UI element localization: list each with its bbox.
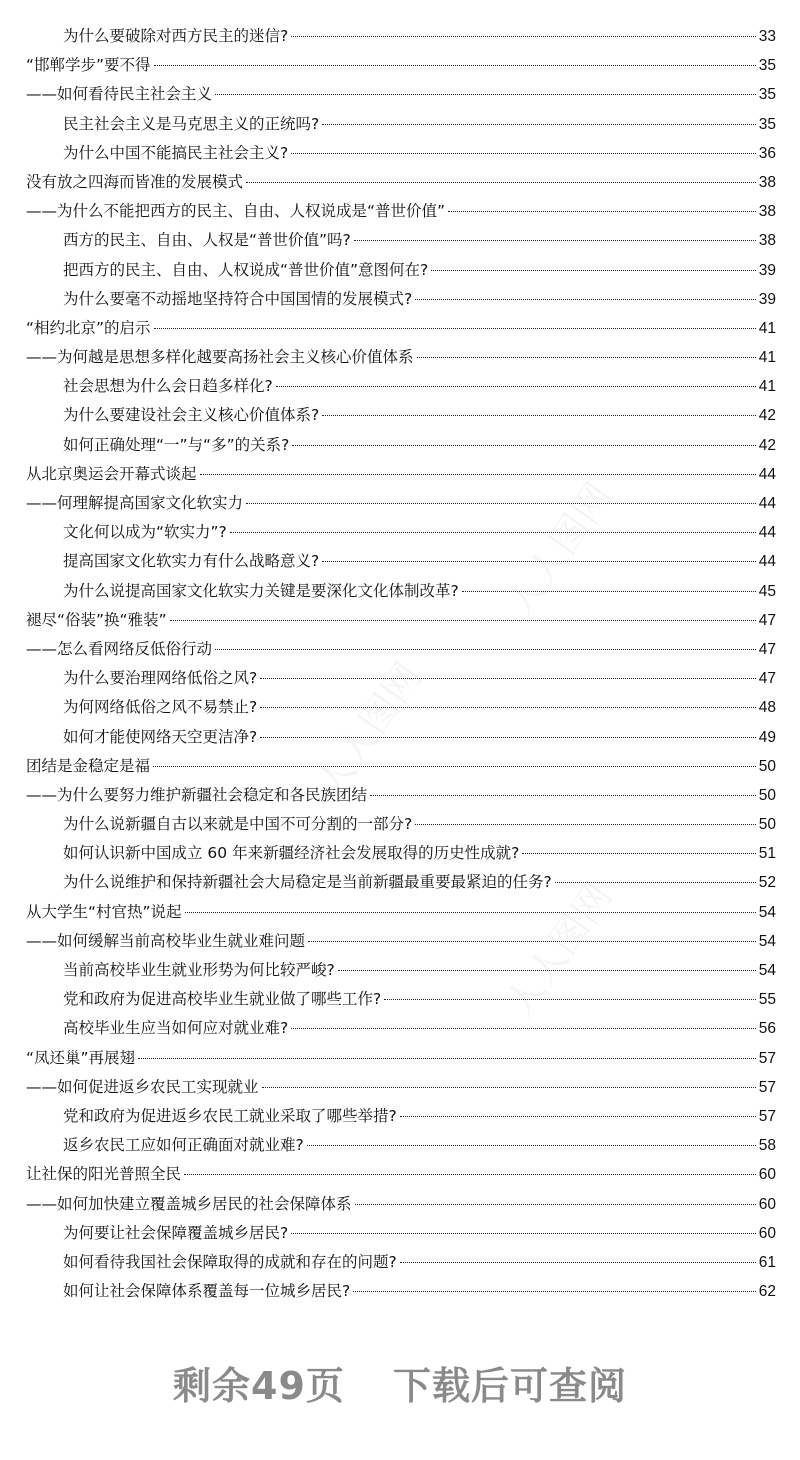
toc-entry-title: “相约北京”的启示	[26, 318, 151, 337]
toc-chapter-entry[interactable]	[26, 606, 776, 635]
toc-page-number: 44	[758, 524, 776, 542]
remaining-pages-label[interactable]: 剩余49页	[173, 1364, 345, 1408]
toc-entry-title: 为什么说维护和保持新疆社会大局稳定是当前新疆最重要最紧迫的任务?	[63, 873, 552, 892]
toc-page-number: 44	[758, 495, 776, 512]
toc-page-number: 58	[758, 1137, 776, 1155]
toc-section-entry[interactable]	[26, 1102, 776, 1131]
toc-page-number: 38	[758, 232, 776, 250]
toc-dot-leader	[322, 415, 756, 416]
toc-page-number: 57	[758, 1107, 776, 1125]
toc-chapter-entry[interactable]	[26, 343, 776, 372]
toc-chapter-entry[interactable]	[26, 197, 776, 226]
toc-section-entry[interactable]	[26, 985, 776, 1014]
toc-dot-leader	[384, 999, 756, 1000]
toc-dot-leader	[292, 445, 755, 446]
toc-entry-title: 如何让社会保障体系覆盖每一位城乡居民?	[63, 1282, 351, 1301]
toc-entry-title: 把西方的民主、自由、人权说成“普世价值”意图何在?	[63, 260, 429, 279]
toc-dot-leader	[307, 1145, 756, 1146]
toc-dot-leader	[154, 328, 756, 329]
toc-entry-title: 为什么要毫不动摇地坚持符合中国国情的发展模式?	[63, 289, 413, 308]
toc-entry-title: 西方的民主、自由、人权是“普世价值”吗?	[63, 231, 351, 250]
toc-dot-leader	[291, 1233, 756, 1234]
toc-section-entry[interactable]	[26, 401, 776, 430]
toc-dot-leader	[276, 386, 756, 387]
toc-section-entry[interactable]	[26, 1131, 776, 1160]
toc-dot-leader	[246, 503, 756, 504]
toc-chapter-entry[interactable]	[26, 80, 776, 109]
toc-chapter-entry[interactable]	[26, 635, 776, 664]
toc-section-entry[interactable]	[26, 139, 776, 168]
toc-page-number: 44	[758, 553, 776, 571]
toc-dot-leader	[355, 1204, 756, 1205]
toc-page-number: 48	[758, 699, 776, 717]
toc-dot-leader	[353, 1291, 756, 1292]
toc-dot-leader	[291, 36, 756, 37]
toc-dot-leader	[522, 853, 755, 854]
toc-section-entry[interactable]	[26, 547, 776, 576]
download-to-view-label[interactable]: 下载后可查阅	[392, 1364, 627, 1408]
toc-entry-title: ——如何促进返乡农民工实现就业	[26, 1077, 259, 1096]
toc-dot-leader	[370, 795, 756, 796]
toc-page-number: 39	[758, 290, 776, 308]
toc-page-number: 50	[758, 816, 776, 834]
toc-entry-title: 褪尽“俗装”换“雅装”	[26, 610, 167, 629]
toc-section-entry[interactable]	[26, 1219, 776, 1248]
toc-entry-title: 党和政府为促进返乡农民工就业采取了哪些举措?	[63, 1106, 397, 1125]
toc-entry-title: 从北京奥运会开幕式谈起	[26, 464, 197, 483]
toc-dot-leader	[400, 1116, 756, 1117]
toc-chapter-entry[interactable]	[26, 460, 776, 489]
toc-entry-title: ——如何缓解当前高校毕业生就业难问题	[26, 931, 306, 950]
toc-section-entry[interactable]	[26, 723, 776, 752]
toc-page-number: 60	[758, 1166, 776, 1184]
download-banner[interactable]	[0, 1355, 800, 1410]
toc-page-number: 44	[758, 465, 776, 483]
toc-section-entry[interactable]	[26, 256, 776, 285]
toc-chapter-entry[interactable]	[26, 51, 776, 80]
toc-dot-leader	[431, 270, 755, 271]
toc-entry-title: 高校毕业生应当如何应对就业难?	[63, 1019, 289, 1038]
toc-dot-leader	[260, 678, 756, 679]
toc-dot-leader	[260, 707, 756, 708]
toc-chapter-entry[interactable]	[26, 314, 776, 343]
toc-section-entry[interactable]	[26, 1248, 776, 1277]
toc-chapter-entry[interactable]	[26, 898, 776, 927]
toc-entry-title: 为何网络低俗之风不易禁止?	[63, 698, 258, 717]
toc-dot-leader	[170, 620, 756, 621]
toc-entry-title: 民主社会主义是马克思主义的正统吗?	[63, 114, 320, 133]
toc-entry-title: “邯郸学步”要不得	[26, 56, 151, 75]
toc-page-number: 56	[758, 1020, 776, 1038]
toc-page-number: 39	[758, 261, 776, 279]
toc-dot-leader	[308, 941, 756, 942]
toc-dot-leader	[291, 1028, 756, 1029]
toc-dot-leader	[400, 1262, 756, 1263]
toc-page-number: 35	[758, 86, 776, 104]
toc-section-entry[interactable]	[26, 110, 776, 139]
toc-dot-leader	[138, 1058, 756, 1059]
toc-entry-title: 如何看待我国社会保障取得的成就和存在的问题?	[63, 1252, 397, 1271]
toc-dot-leader	[185, 912, 756, 913]
toc-chapter-entry[interactable]	[26, 168, 776, 197]
toc-dot-leader	[415, 824, 756, 825]
toc-dot-leader	[322, 561, 756, 562]
toc-section-entry[interactable]	[26, 868, 776, 897]
toc-page-number: 54	[758, 932, 776, 950]
toc-page-number: 41	[758, 378, 776, 396]
toc-chapter-entry[interactable]	[26, 781, 776, 810]
toc-entry-title: 党和政府为促进高校毕业生就业做了哪些工作?	[63, 990, 382, 1009]
toc-dot-leader	[246, 182, 756, 183]
toc-entry-title: 为什么说提高国家文化软实力关键是要深化文化体制改革?	[63, 581, 459, 600]
toc-entry-title: 文化何以成为“软实力”?	[63, 523, 227, 542]
toc-entry-title: ——如何看待民主社会主义	[26, 85, 213, 104]
toc-entry-title: ——为何越是思想多样化越要高扬社会主义核心价值体系	[26, 348, 414, 367]
toc-page-number: 47	[758, 670, 776, 688]
toc-chapter-entry[interactable]	[26, 752, 776, 781]
toc-section-entry[interactable]	[26, 810, 776, 839]
toc-dot-leader	[260, 737, 756, 738]
toc-section-entry[interactable]	[26, 431, 776, 460]
toc-entry-title: 如何才能使网络天空更洁净?	[63, 727, 258, 746]
toc-entry-title: ——何理解提高国家文化软实力	[26, 494, 244, 512]
toc-page-number: 38	[758, 203, 776, 221]
toc-page-number: 62	[758, 1283, 776, 1301]
toc-dot-leader	[322, 124, 756, 125]
toc-page-number: 57	[758, 1049, 776, 1067]
toc-entry-title: 让社保的阳光普照全民	[26, 1165, 182, 1184]
toc-page-number: 42	[758, 407, 776, 425]
toc-chapter-entry[interactable]	[26, 927, 776, 956]
toc-dot-leader	[215, 94, 756, 95]
toc-entry-title: “凤还巢”再展翅	[26, 1048, 136, 1067]
toc-chapter-entry[interactable]	[26, 489, 776, 518]
toc-chapter-entry[interactable]	[26, 1190, 776, 1219]
toc-chapter-entry[interactable]	[26, 1160, 776, 1189]
toc-page-number: 33	[758, 28, 776, 45]
toc-entry-title: 为什么要治理网络低俗之风?	[63, 669, 258, 688]
toc-page-number: 47	[758, 640, 776, 658]
toc-page-number: 35	[758, 57, 776, 75]
toc-section-entry[interactable]	[26, 226, 776, 255]
toc-page-number: 57	[758, 1078, 776, 1096]
toc-page-number: 51	[758, 845, 776, 863]
toc-entry-title: 为什么要破除对西方民主的迷信?	[63, 27, 289, 45]
toc-entry-title: 从大学生“村官热”说起	[26, 902, 182, 921]
toc-entry-title: 返乡农民工应如何正确面对就业难?	[63, 1136, 304, 1155]
toc-entry-title: ——为什么不能把西方的民主、自由、人权说成是“普世价值”	[26, 202, 446, 221]
toc-dot-leader	[417, 357, 756, 358]
toc-dot-leader	[555, 882, 756, 883]
toc-dot-leader	[291, 153, 756, 154]
toc-entry-title: ——为什么要努力维护新疆社会稳定和各民族团结	[26, 785, 368, 804]
toc-dot-leader	[184, 1174, 756, 1175]
toc-section-entry[interactable]	[26, 839, 776, 868]
toc-dot-leader	[230, 532, 756, 533]
toc-section-entry[interactable]	[26, 285, 776, 314]
toc-page-number: 42	[758, 436, 776, 454]
toc-page-number: 54	[758, 903, 776, 921]
toc-page-number: 38	[758, 173, 776, 191]
toc-section-entry[interactable]	[26, 577, 776, 606]
toc-page-number: 52	[758, 874, 776, 892]
toc-dot-leader	[415, 299, 756, 300]
toc-section-entry[interactable]	[26, 372, 776, 401]
toc-dot-leader	[154, 65, 756, 66]
toc-entry-title: 没有放之四海而皆准的发展模式	[26, 172, 244, 191]
toc-section-entry[interactable]	[26, 1014, 776, 1043]
toc-dot-leader	[448, 211, 756, 212]
toc-entry-title: 为什么要建设社会主义核心价值体系?	[63, 406, 320, 425]
toc-page-number: 41	[758, 319, 776, 337]
toc-dot-leader	[215, 649, 756, 650]
toc-section-entry[interactable]	[26, 1277, 776, 1306]
toc-page-number: 49	[758, 728, 776, 746]
toc-dot-leader	[200, 474, 756, 475]
toc-section-entry[interactable]	[26, 664, 776, 693]
toc-page-number: 45	[758, 582, 776, 600]
toc-chapter-entry[interactable]	[26, 1073, 776, 1102]
toc-page-number: 50	[758, 757, 776, 775]
toc-section-entry[interactable]	[26, 693, 776, 722]
toc-entry-title: 如何认识新中国成立 60 年来新疆经济社会发展取得的历史性成就?	[63, 844, 520, 863]
toc-dot-leader	[354, 240, 756, 241]
toc-entry-title: 提高国家文化软实力有什么战略意义?	[63, 552, 320, 571]
toc-entry-title: 当前高校毕业生就业形势为何比较严峻?	[63, 961, 335, 979]
toc-page-number: 47	[758, 611, 776, 629]
toc-entry-title: ——如何加快建立覆盖城乡居民的社会保障体系	[26, 1194, 352, 1213]
toc-page-number: 61	[758, 1253, 776, 1271]
toc-page-number: 41	[758, 349, 776, 367]
toc-chapter-entry[interactable]	[26, 1044, 776, 1073]
toc-dot-leader	[153, 766, 756, 767]
toc-page-number: 55	[758, 991, 776, 1009]
toc-page-number: 36	[758, 144, 776, 162]
toc-entry-title: 如何正确处理“一”与“多”的关系?	[63, 435, 290, 454]
toc-entry-title: ——怎么看网络反低俗行动	[26, 639, 213, 658]
toc-page-number: 50	[758, 786, 776, 804]
toc-section-entry[interactable]	[26, 518, 776, 547]
toc-dot-leader	[262, 1087, 756, 1088]
toc-section-entry[interactable]	[26, 956, 776, 985]
table-of-contents	[26, 22, 776, 1306]
toc-section-entry[interactable]	[26, 22, 776, 51]
toc-entry-title: 为什么中国不能搞民主社会主义?	[63, 143, 289, 162]
toc-page-number: 60	[758, 1224, 776, 1242]
toc-page-number: 54	[758, 962, 776, 979]
toc-entry-title: 为何要让社会保障覆盖城乡居民?	[63, 1223, 289, 1242]
toc-entry-title: 团结是金稳定是福	[26, 756, 151, 775]
toc-dot-leader	[338, 970, 756, 971]
toc-entry-title: 社会思想为什么会日趋多样化?	[63, 377, 273, 396]
toc-dot-leader	[462, 591, 756, 592]
toc-page-number: 60	[758, 1195, 776, 1213]
toc-entry-title: 为什么说新疆自古以来就是中国不可分割的一部分?	[63, 815, 413, 834]
toc-page-number: 35	[758, 115, 776, 133]
